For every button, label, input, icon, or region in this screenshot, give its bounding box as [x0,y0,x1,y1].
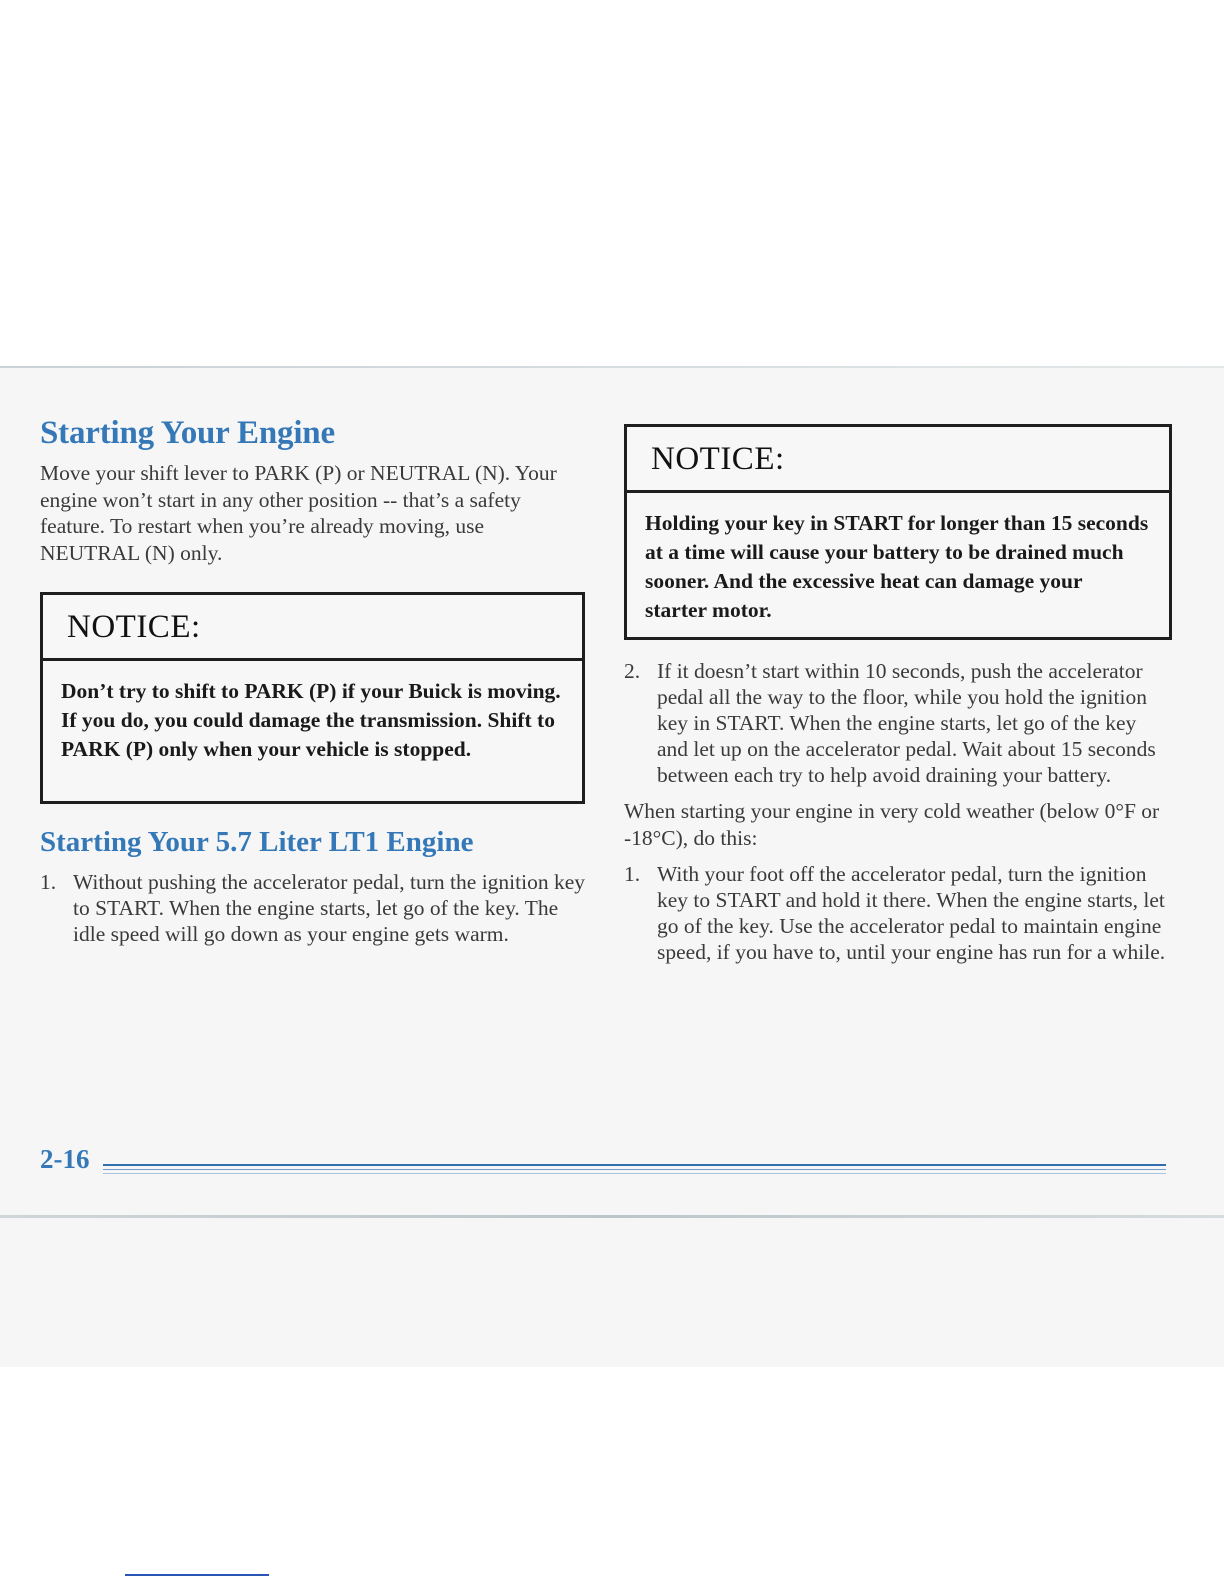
notice-box-battery [624,424,1172,640]
step-number: 2. [624,659,641,683]
continued-steps-list [624,658,1172,788]
cold-weather-intro: When starting your engine in very cold weather (below 0°F or -18°C), do this: [624,799,1160,850]
step-number: 1. [40,870,57,894]
lt1-steps-list [40,869,585,947]
list-item [40,869,585,947]
page-bottom-edge [0,1215,1224,1218]
intro-paragraph: Move your shift lever to PARK (P) or NEUTRAL (N). Your engine won’t start in any other position -- that’s a safety feature. To restart when you’re already moving, use NEUTRAL (N) only. [40,461,557,565]
cold-weather-steps-list [624,861,1172,965]
step-number: 1. [624,862,641,886]
notice-box-park [40,592,585,804]
section-title-starting-engine: Starting Your Engine [40,415,335,451]
list-item [624,658,1172,788]
bottom-marker-line [125,1574,269,1576]
footer-rule [103,1164,1166,1176]
step-text: Without pushing the accelerator pedal, turn the ignition key to START. When the engine starts, let go of the key. The idle speed will go down as your engine gets warm. [73,870,586,946]
page-number: 2-16 [40,1144,90,1174]
left-column [40,415,585,947]
step-text: With your foot off the accelerator pedal, turn the ignition key to START and hold it there. When the engine starts, let go of the key. Use the accelerator pedal to maintain engine speed, if you have to, until your engine has run for a while. [657,862,1166,964]
section-title-lt1-engine: Starting Your 5.7 Liter LT1 Engine [40,826,474,858]
notice-heading: NOTICE: [627,427,1169,493]
notice-text: Holding your key in START for longer than 15 seconds at a time will cause your battery to be drained much sooner. And the excessive heat can damage your starter motor. [645,511,1149,622]
notice-text: Don’t try to shift to PARK (P) if your Buick is moving. If you do, you could damage the transmission. Shift to PARK (P) only when your vehicle is stopped. [61,679,561,761]
list-item [624,861,1172,965]
right-column [624,424,1172,965]
page-top-edge [0,366,1224,368]
notice-heading: NOTICE: [43,595,582,661]
step-text: If it doesn’t start within 10 seconds, push the accelerator pedal all the way to the floor, while you hold the ignition key in START. When the engine starts, let go of the key and let up on the accelerator pedal. Wait about 15 seconds between each try to help avoid draining your battery. [657,659,1156,787]
